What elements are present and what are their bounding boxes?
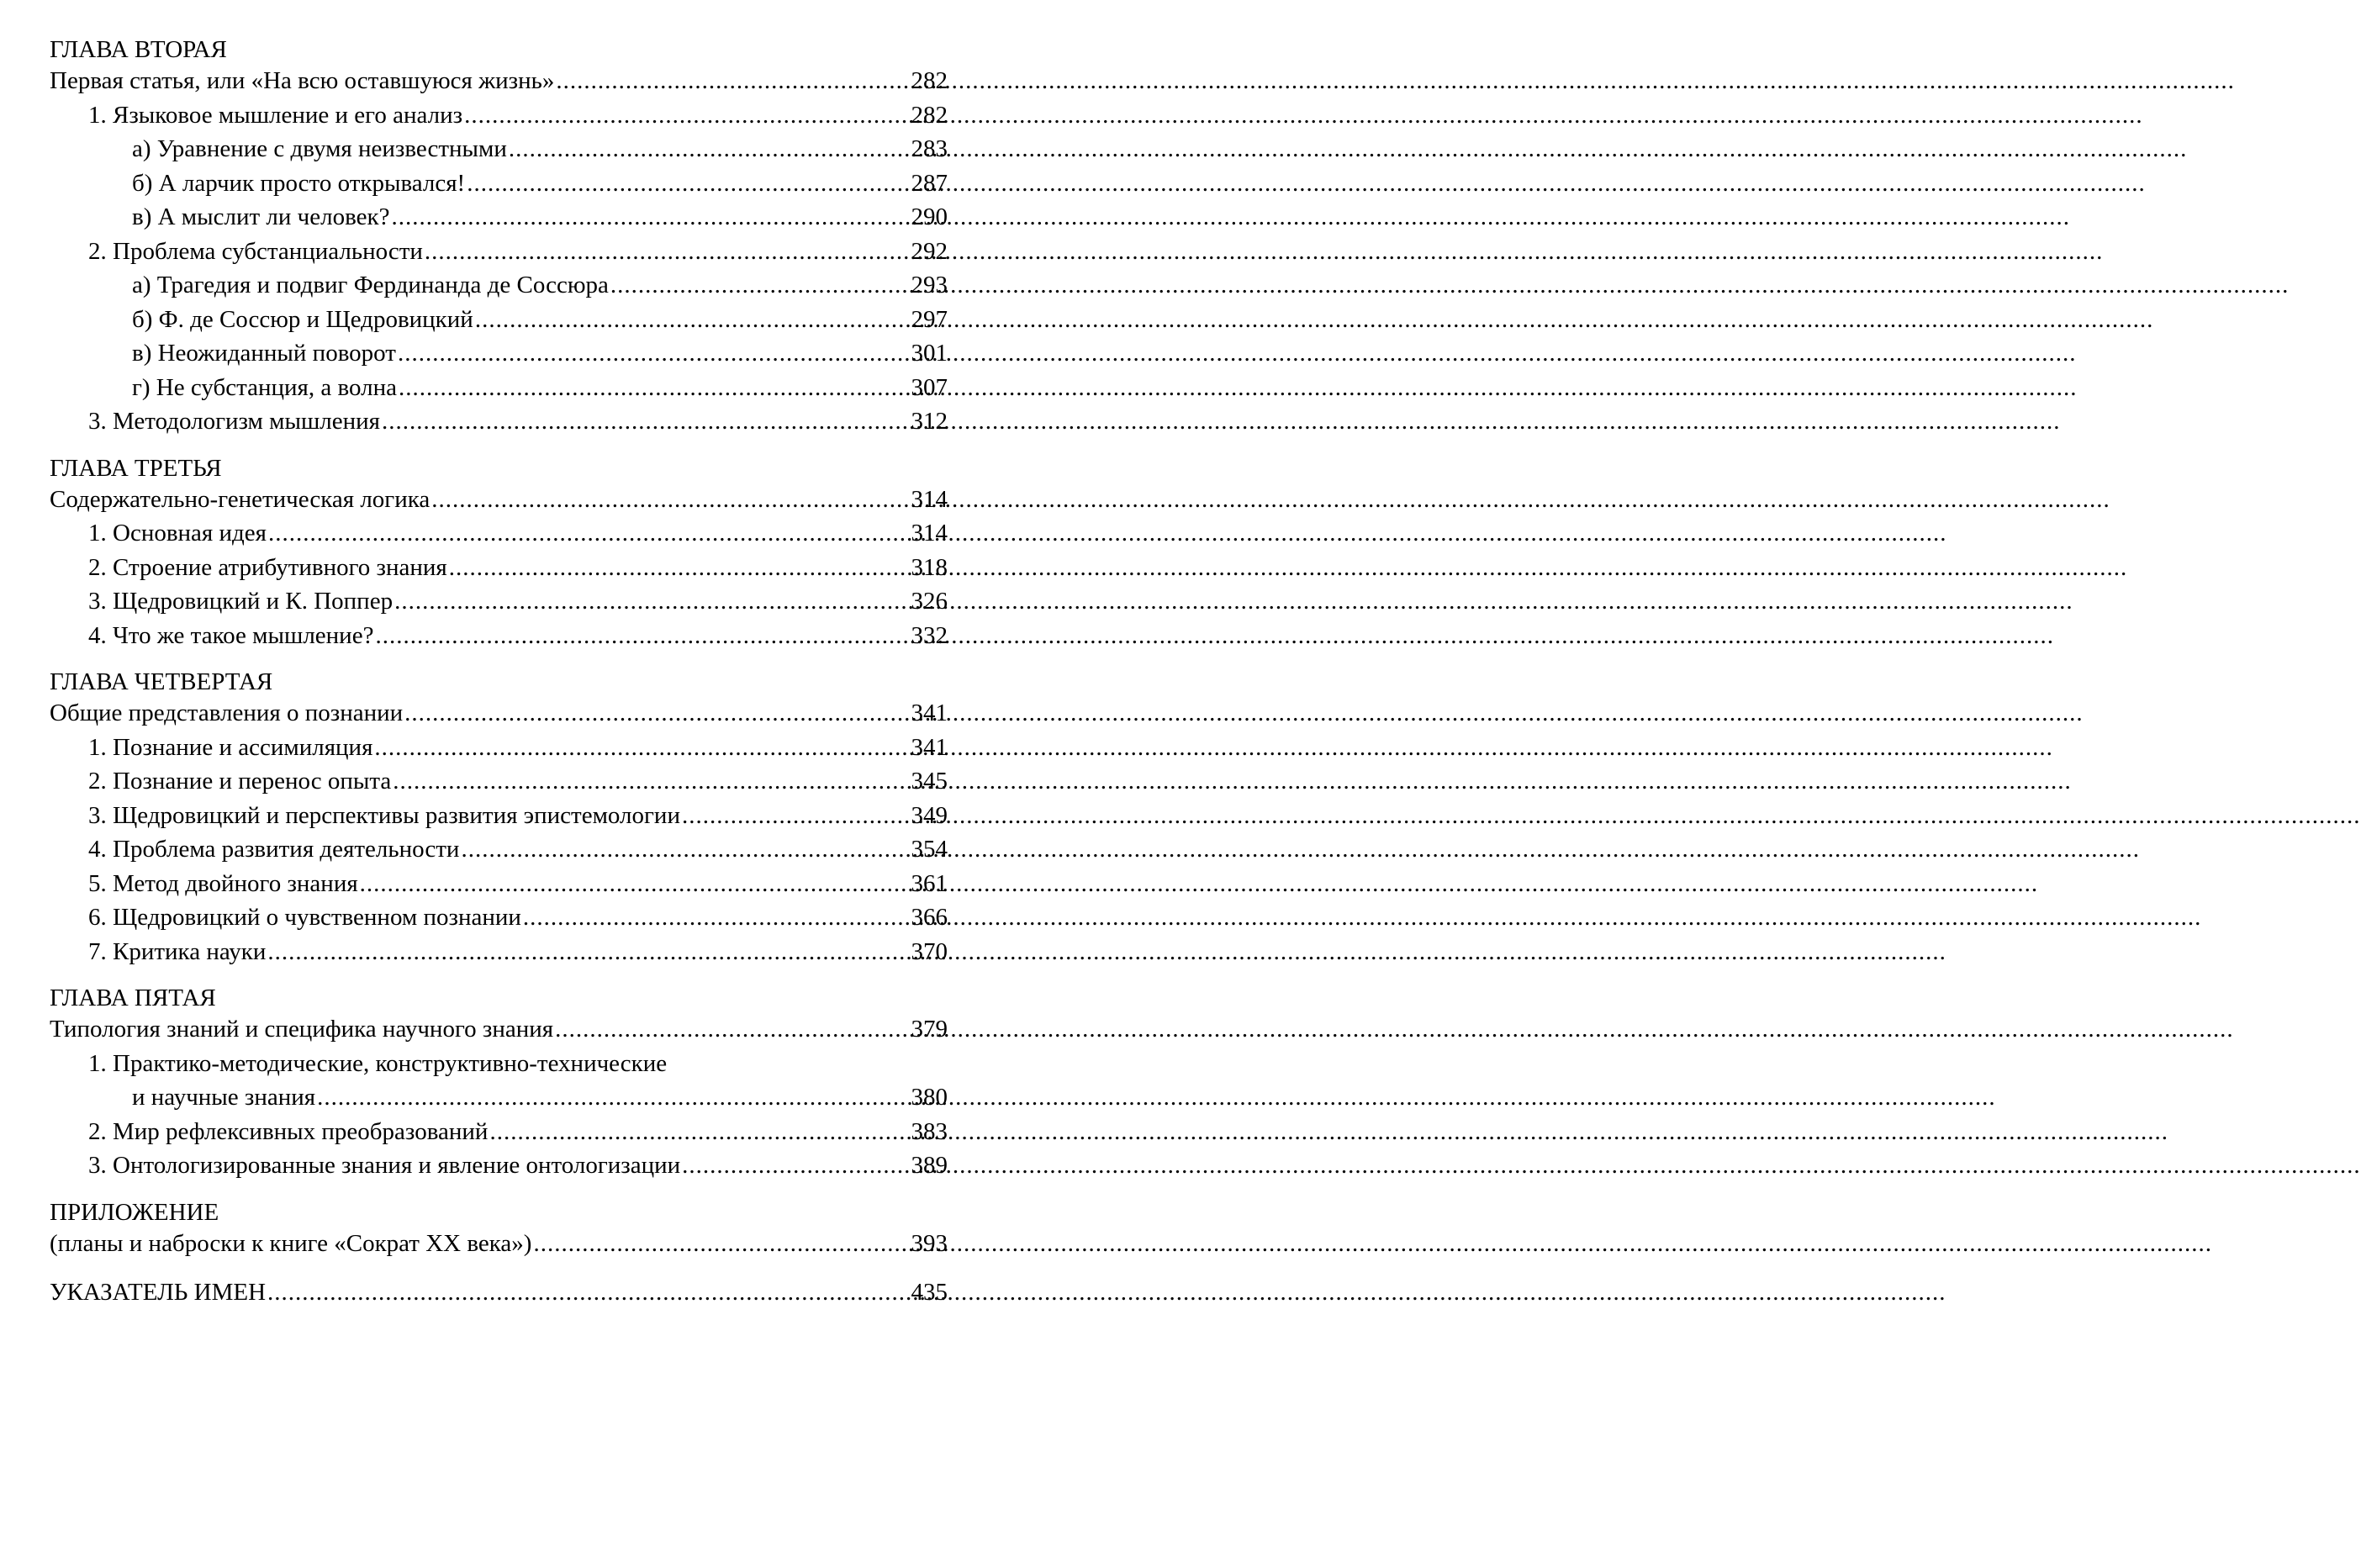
dot-leader — [317, 1080, 909, 1115]
toc-entry-title: 4. Что же такое мышление? — [88, 621, 374, 649]
toc-entry-page: 312 — [911, 408, 948, 435]
dot-leader — [425, 235, 910, 269]
toc-entry-title: а) Трагедия и подвиг Фердинанда де Соссюра — [132, 272, 609, 298]
toc-entry-title: Содержательно-генетическая логика — [50, 485, 430, 513]
toc-entry-page: 354 — [911, 836, 948, 863]
dot-leader — [267, 1275, 909, 1310]
toc-entry-title: 2. Познание и перенос опыта — [88, 768, 392, 795]
toc-entry-title: 3. Щедровицкий и перспективы развития эпистемологии — [88, 801, 680, 829]
toc-entry — [50, 483, 948, 517]
dot-leader — [489, 1115, 909, 1149]
dot-leader — [556, 64, 909, 98]
toc-entry-page: 370 — [911, 937, 948, 965]
toc-entry — [50, 900, 948, 935]
dot-leader — [467, 166, 909, 201]
document-page — [0, 0, 1009, 1568]
dot-leader — [267, 935, 909, 969]
dot-leader — [374, 731, 909, 765]
toc-section — [50, 984, 948, 1183]
toc-entry-title: в) А мыслит ли человек? — [132, 203, 390, 230]
toc-entry-title: Типология знаний и специфика научного знания — [50, 1016, 554, 1043]
toc-entry — [50, 799, 948, 833]
toc-entry-title: 2. Проблема субстанциальности — [88, 237, 423, 265]
toc-entry-page: 307 — [911, 373, 948, 401]
toc-entry — [50, 1148, 948, 1183]
toc-entry — [50, 619, 948, 653]
toc-entry-title: г) Не субстанция, а волна — [132, 373, 397, 401]
toc-entry — [50, 584, 948, 619]
dot-leader — [475, 303, 910, 337]
dot-leader — [268, 516, 910, 551]
toc-entry-page: 366 — [911, 904, 948, 931]
toc-entry — [50, 731, 948, 765]
toc-entry-page: 326 — [911, 588, 948, 615]
toc-entry — [50, 235, 948, 269]
dot-leader — [375, 619, 909, 653]
toc-entry-page: 297 — [911, 305, 948, 333]
toc-entry-title: 3. Щедровицкий и К. Поппер — [88, 588, 394, 615]
toc-entry-page: 282 — [911, 101, 948, 129]
toc-section — [50, 1275, 948, 1310]
toc-entry-title: УКАЗАТЕЛЬ ИМЕН — [50, 1279, 267, 1306]
toc-entry-page: 435 — [911, 1279, 948, 1306]
dot-leader — [399, 371, 910, 405]
toc-section — [50, 1198, 948, 1261]
toc-entry-title: (планы и наброски к книге «Сократ XX века») — [50, 1229, 532, 1257]
toc-entry — [50, 551, 948, 585]
toc-entry-page: 393 — [911, 1229, 948, 1257]
toc-entry — [50, 1275, 948, 1310]
toc-entry-page: 282 — [911, 67, 948, 94]
toc-entry-title: 1. Основная идея — [88, 520, 267, 546]
toc-entry-title: 1. Практико-методические, конструктивно-технические — [88, 1049, 668, 1077]
table-of-contents — [50, 35, 948, 1310]
toc-entry-title: Первая статья, или «На всю оставшуюся жизнь» — [50, 67, 555, 94]
toc-entry — [50, 268, 948, 303]
toc-entry-title: 2. Мир рефлексивных преобразований — [88, 1117, 489, 1145]
dot-leader — [461, 832, 909, 867]
chapter-heading: ПРИЛОЖЕНИЕ — [50, 1198, 219, 1226]
toc-entry — [50, 764, 948, 799]
chapter-heading: ГЛАВА ТРЕТЬЯ — [50, 454, 222, 482]
toc-entry — [50, 336, 948, 371]
dot-leader — [404, 696, 909, 731]
toc-entry-page: 380 — [911, 1084, 948, 1111]
dot-leader — [533, 1227, 909, 1261]
toc-entry-page: 314 — [911, 485, 948, 513]
dot-leader — [393, 764, 909, 799]
dot-leader — [449, 551, 910, 585]
toc-entry-title: Общие представления о познании — [50, 700, 404, 726]
toc-entry — [50, 1227, 948, 1261]
dot-leader — [398, 336, 910, 371]
chapter-heading: ГЛАВА ВТОРАЯ — [50, 36, 227, 63]
dot-leader — [360, 867, 910, 901]
toc-entry-page: 301 — [911, 340, 948, 367]
toc-entry — [50, 166, 948, 201]
toc-entry-title: а) Уравнение с двумя неизвестными — [132, 135, 507, 162]
toc-section — [50, 454, 948, 653]
toc-entry-page: 341 — [911, 733, 948, 761]
toc-entry-page: 361 — [911, 869, 948, 897]
chapter-heading: ГЛАВА ПЯТАЯ — [50, 985, 216, 1011]
toc-entry-title: 7. Критика науки — [88, 937, 267, 965]
toc-entry-page: 290 — [911, 203, 948, 230]
toc-entry-page: 292 — [911, 237, 948, 265]
toc-entry-page: 379 — [911, 1016, 948, 1043]
toc-entry-page: 332 — [911, 621, 948, 649]
toc-entry — [50, 200, 948, 235]
toc-entry-title: 5. Метод двойного знания — [88, 869, 358, 897]
toc-entry-page: 283 — [911, 135, 948, 162]
toc-entry — [50, 1115, 948, 1149]
toc-entry-title: 1. Познание и ассимиляция — [88, 733, 373, 761]
toc-entry-title: 3. Методологизм мышления — [88, 408, 381, 435]
toc-entry — [50, 98, 948, 133]
toc-entry — [50, 1080, 948, 1115]
toc-entry — [50, 1012, 948, 1047]
toc-entry — [50, 696, 948, 731]
toc-entry-title: б) А ларчик просто открывался! — [132, 169, 466, 197]
toc-entry-page: 383 — [911, 1117, 948, 1145]
toc-entry-title: 1. Языковое мышление и его анализ — [88, 101, 463, 129]
dot-leader — [464, 98, 909, 133]
dot-leader — [523, 900, 910, 935]
toc-entry-title: 2. Строение атрибутивного знания — [88, 553, 447, 581]
toc-entry-title: 3. Онтологизированные знания и явление онтологизации — [88, 1152, 681, 1179]
toc-entry-page: 314 — [911, 520, 948, 546]
toc-entry — [50, 371, 948, 405]
dot-leader — [610, 268, 910, 303]
toc-entry-title: в) Неожиданный поворот — [132, 340, 396, 367]
toc-entry — [50, 516, 948, 551]
toc-entry — [50, 64, 948, 98]
toc-entry — [50, 404, 948, 439]
toc-entry — [50, 132, 948, 166]
toc-entry-page: 293 — [911, 272, 948, 298]
toc-entry — [50, 867, 948, 901]
toc-entry-page: 341 — [911, 700, 948, 726]
toc-entry — [50, 935, 948, 969]
toc-entry-page: 389 — [911, 1152, 948, 1179]
dot-leader — [555, 1012, 909, 1047]
dot-leader — [509, 132, 910, 166]
dot-leader — [394, 584, 909, 619]
toc-entry-title: 6. Щедровицкий о чувственном познании — [88, 904, 521, 931]
toc-entry-title: 4. Проблема развития деятельности — [88, 836, 460, 863]
dot-leader — [682, 799, 910, 833]
toc-entry-page: 345 — [911, 768, 948, 795]
toc-section — [50, 668, 948, 969]
toc-entry-title: б) Ф. де Соссюр и Щедровицкий — [132, 305, 473, 333]
toc-entry-page: 349 — [911, 801, 948, 829]
dot-leader — [682, 1148, 909, 1183]
chapter-heading: ГЛАВА ЧЕТВЕРТАЯ — [50, 668, 273, 695]
toc-entry-page: 287 — [911, 169, 948, 197]
toc-section — [50, 35, 948, 439]
toc-entry — [50, 303, 948, 337]
dot-leader — [391, 200, 909, 235]
toc-entry-title: и научные знания — [132, 1084, 316, 1111]
dot-leader — [431, 483, 909, 517]
dot-leader — [382, 404, 909, 439]
toc-entry — [50, 832, 948, 867]
toc-entry-page: 318 — [911, 553, 948, 581]
